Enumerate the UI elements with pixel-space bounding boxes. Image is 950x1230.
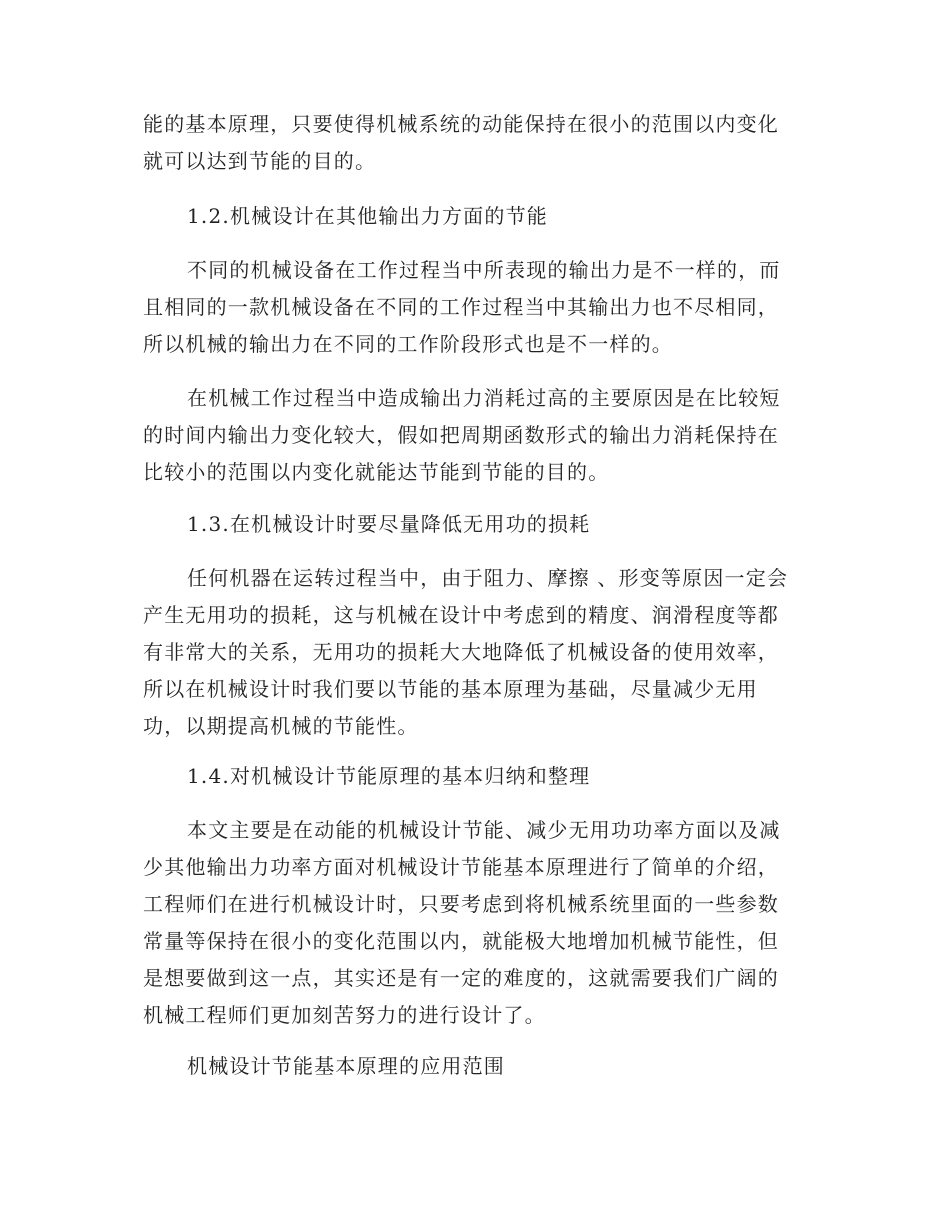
paragraph-kinetic-energy-conclusion: [143, 106, 813, 180]
text-line: 产生无用功的损耗，这与机械在设计中考虑到的精度、润滑程度等都: [143, 603, 779, 627]
text-line: 能的基本原理，只要使得机械系统的动能保持在很小的范围以内变化: [143, 112, 779, 136]
paragraph-output-force-variation: [143, 252, 813, 363]
text-line: 机械工程师们更加刻苦努力的进行设计了。: [143, 1003, 546, 1027]
text-line: 在机械工作过程当中造成输出力消耗过高的主要原因是在比较短: [187, 386, 781, 410]
heading-text: 1.2.机械设计在其他输出力方面的节能: [187, 204, 548, 228]
section-heading-1-2: [143, 198, 813, 235]
text-line: 有非常大的关系，无用功的损耗大大地降低了机械设备的使用效率，: [143, 640, 779, 664]
paragraph-output-force-consumption: [143, 380, 813, 491]
text-line: 不同的机械设备在工作过程当中所表现的输出力是不一样的，而: [187, 258, 781, 282]
text-line: 本文主要是在动能的机械设计节能、减少无用功功率方面以及减: [187, 818, 781, 842]
text-line: 工程师们在进行机械设计时，只要考虑到将机械系统里面的一些参数: [143, 892, 779, 916]
text-line: 功，以期提高机械的节能性。: [143, 714, 419, 738]
heading-text: 机械设计节能基本原理的应用范围: [187, 1054, 505, 1078]
text-line: 所以机械的输出力在不同的工作阶段形式也是不一样的。: [143, 332, 673, 356]
text-line: 任何机器在运转过程当中，由于阻力、摩擦 、形变等原因一定会: [187, 566, 789, 590]
paragraph-summary: [143, 812, 813, 1034]
section-heading-application-scope: [143, 1048, 813, 1085]
text-line: 且相同的一款机械设备在不同的工作过程当中其输出力也不尽相同，: [143, 295, 779, 319]
heading-text: 1.3.在机械设计时要尽量降低无用功的损耗: [187, 512, 591, 536]
text-line: 比较小的范围以内变化就能达节能到节能的目的。: [143, 460, 610, 484]
section-heading-1-3: [143, 506, 813, 543]
text-line: 的时间内输出力变化较大，假如把周期函数形式的输出力消耗保持在: [143, 423, 779, 447]
paragraph-useless-work-loss: [143, 560, 813, 745]
heading-text: 1.4.对机械设计节能原理的基本归纳和整理: [187, 764, 591, 788]
text-line: 是想要做到这一点，其实还是有一定的难度的，这就需要我们广阔的: [143, 966, 779, 990]
text-line: 就可以达到节能的目的。: [143, 149, 377, 173]
text-line: 常量等保持在很小的变化范围以内，就能极大地增加机械节能性，但: [143, 929, 779, 953]
text-line: 所以在机械设计时我们要以节能的基本原理为基础，尽量减少无用: [143, 677, 758, 701]
section-heading-1-4: [143, 758, 813, 795]
text-line: 少其他输出力功率方面对机械设计节能基本原理进行了简单的介绍，: [143, 855, 779, 879]
